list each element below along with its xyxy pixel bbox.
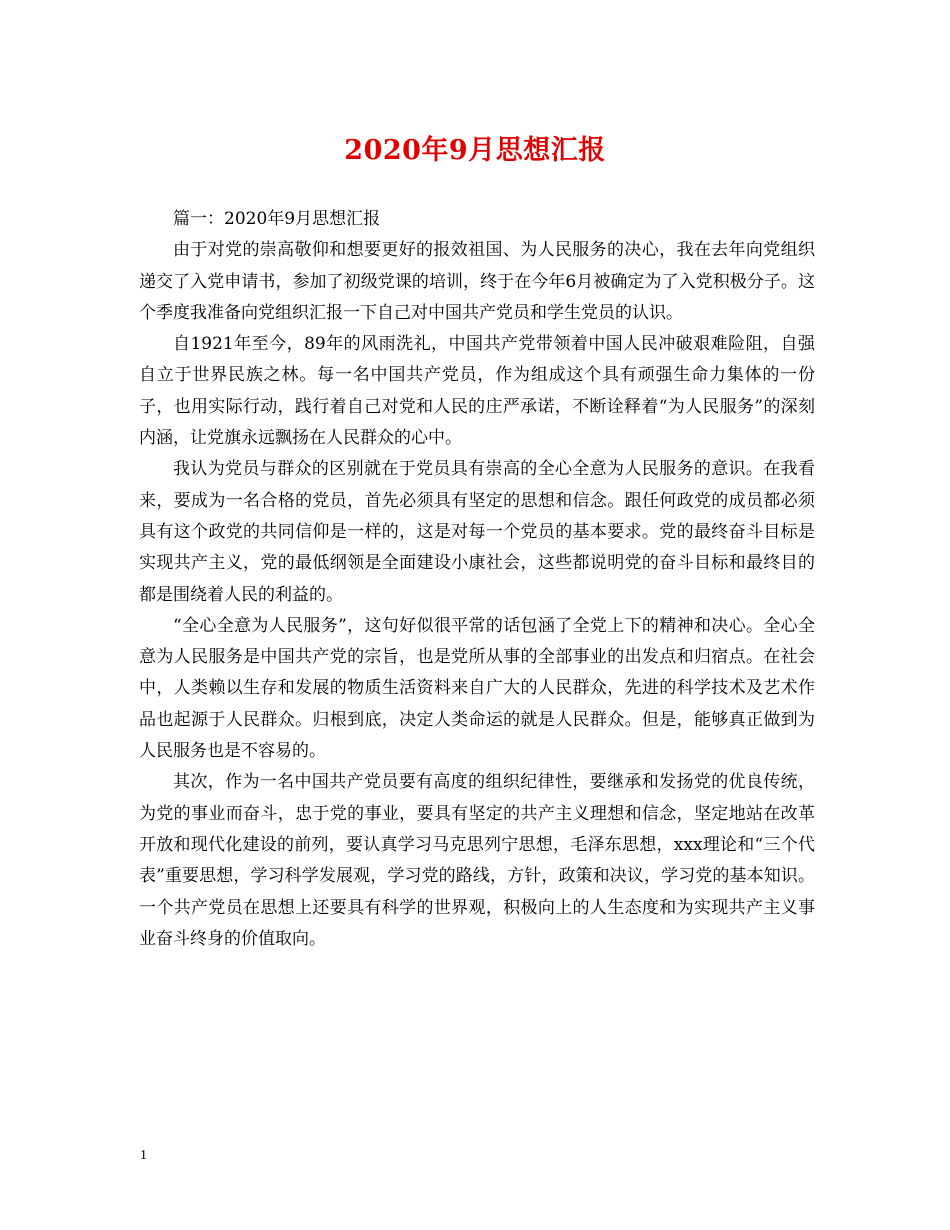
- paragraph-2: 自1921年至今，89年的风雨洗礼，中国共产党带领着中国人民冲破艰难险阻，自强自立于世界民族之林。每一名中国共产党员，作为组成这个具有顽强生命力集体的一份子，也用实际行动，践行着自己对党和人民的庄严承诺，不断诠释着“为人民服务”的深刻内涵，让党旗永远飘扬在人民群众的心中。: [139, 334, 815, 449]
- paragraph-1: 由于对党的崇高敬仰和想要更好的报效祖国、为人民服务的决心，我在去年向党组织递交了入党申请书，参加了初级党课的培训，终于在今年6月被确定为了入党积极分子。这个季度我准备向党组织汇报一下自己对中国共产党员和学生党员的认识。: [139, 240, 815, 323]
- page-number: 1: [140, 1148, 147, 1163]
- section-subheading: 篇一：2020年9月思想汇报: [173, 209, 381, 229]
- paragraph-3: 我认为党员与群众的区别就在于党员具有崇高的全心全意为人民服务的意识。在我看来，要成为一名合格的党员，首先必须具有坚定的思想和信念。跟任何政党的成员都必须具有这个政党的共同信仰是一样的，这是对每一个党员的基本要求。党的最终奋斗目标是实现共产主义，党的最低纲领是全面建设小康社会，这些都说明党的奋斗目标和最终目的都是围绕着人民的利益的。: [139, 459, 815, 605]
- paragraph-5: 其次，作为一名中国共产党员要有高度的组织纪律性，要继承和发扬党的优良传统，为党的事业而奋斗，忠于党的事业，要具有坚定的共产主义理想和信念，坚定地站在改革开放和现代化建设的前列，要认真学习马克思列宁思想，毛泽东思想，xxx理论和“三个代表”重要思想，学习科学发展观，学习党的路线，方针，政策和决议，学习党的基本知识。一个共产党员在思想上还要具有科学的世界观，积极向上的人生态度和为实现共产主义事业奋斗终身的价值取向。: [139, 772, 815, 949]
- paragraph-4: “全心全意为人民服务”，这句好似很平常的话包涵了全党上下的精神和决心。全心全意为人民服务是中国共产党的宗旨，也是党所从事的全部事业的出发点和归宿点。在社会中，人类赖以生存和发展的物质生活资料来自广大的人民群众，先进的科学技术及艺术作品也起源于人民群众。归根到底，决定人类命运的就是人民群众。但是，能够真正做到为人民服务也是不容易的。: [139, 615, 815, 762]
- document-title: 2020年9月思想汇报: [344, 135, 606, 166]
- document-body: [139, 204, 815, 955]
